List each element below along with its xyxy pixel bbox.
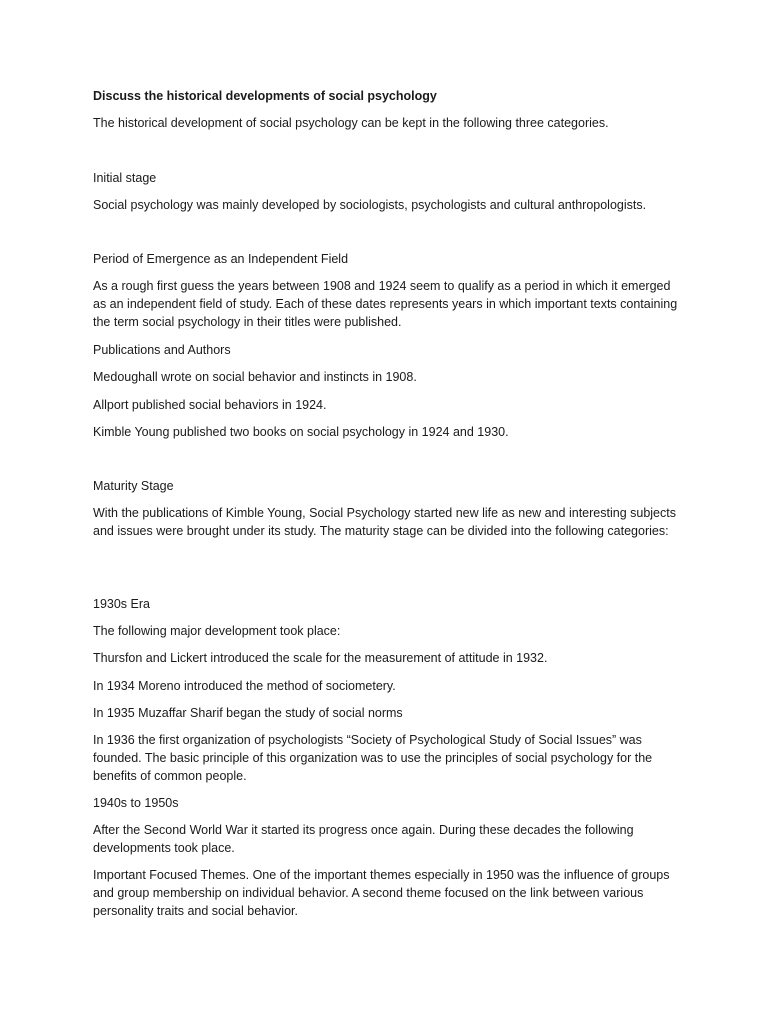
emergence-paragraph: As a rough first guess the years between 1908 and 1924 seem to qualify as a period in which it emerged as an independent field of study. Each of these dates represents years in which important texts containing the term social psychology in their titles were published.	[93, 279, 678, 329]
emergence-heading: Period of Emergence as an Independent Field	[93, 252, 349, 266]
era-1930s-heading: 1930s Era	[93, 597, 150, 611]
maturity-heading: Maturity Stage	[93, 479, 174, 493]
era-1930s-item: Thursfon and Lickert introduced the scale for the measurement of attitude in 1932.	[93, 651, 548, 665]
initial-stage-heading: Initial stage	[93, 171, 157, 185]
publication-item: Medoughall wrote on social behavior and instincts in 1908.	[93, 370, 417, 384]
maturity-paragraph: With the publications of Kimble Young, Social Psychology started new life as new and interesting subjects and issues were brought under its study. The maturity stage can be divided into the following categories:	[93, 506, 676, 538]
initial-stage-paragraph: Social psychology was mainly developed by sociologists, psychologists and cultural anthropologists.	[93, 198, 647, 212]
document-title: Discuss the historical developments of social psychology	[93, 89, 437, 103]
era-1930s-item: In 1934 Moreno introduced the method of sociometery.	[93, 679, 396, 693]
focused-themes-paragraph: Important Focused Themes. One of the important themes especially in 1950 was the influence of groups and group membership on individual behavior. A second theme focused on the link between various personality traits and social behavior.	[93, 868, 670, 918]
publication-item: Kimble Young published two books on social psychology in 1924 and 1930.	[93, 425, 509, 439]
intro-paragraph: The historical development of social psychology can be kept in the following three categories.	[93, 116, 609, 130]
era-1930s-intro: The following major development took place:	[93, 624, 341, 638]
era-1930s-item: In 1936 the first organization of psychologists “Society of Psychological Study of Social Issues” was founded. The basic principle of this organization was to use the principles of social psychology for the benefits of common people.	[93, 733, 653, 783]
publication-item: Allport published social behaviors in 1924.	[93, 398, 327, 412]
era-1930s-item: In 1935 Muzaffar Sharif began the study of social norms	[93, 706, 403, 720]
publications-heading: Publications and Authors	[93, 343, 231, 357]
era-1940s-1950s-paragraph: After the Second World War it started its progress once again. During these decades the following developments took place.	[93, 823, 634, 855]
era-1940s-1950s-heading: 1940s to 1950s	[93, 796, 179, 810]
